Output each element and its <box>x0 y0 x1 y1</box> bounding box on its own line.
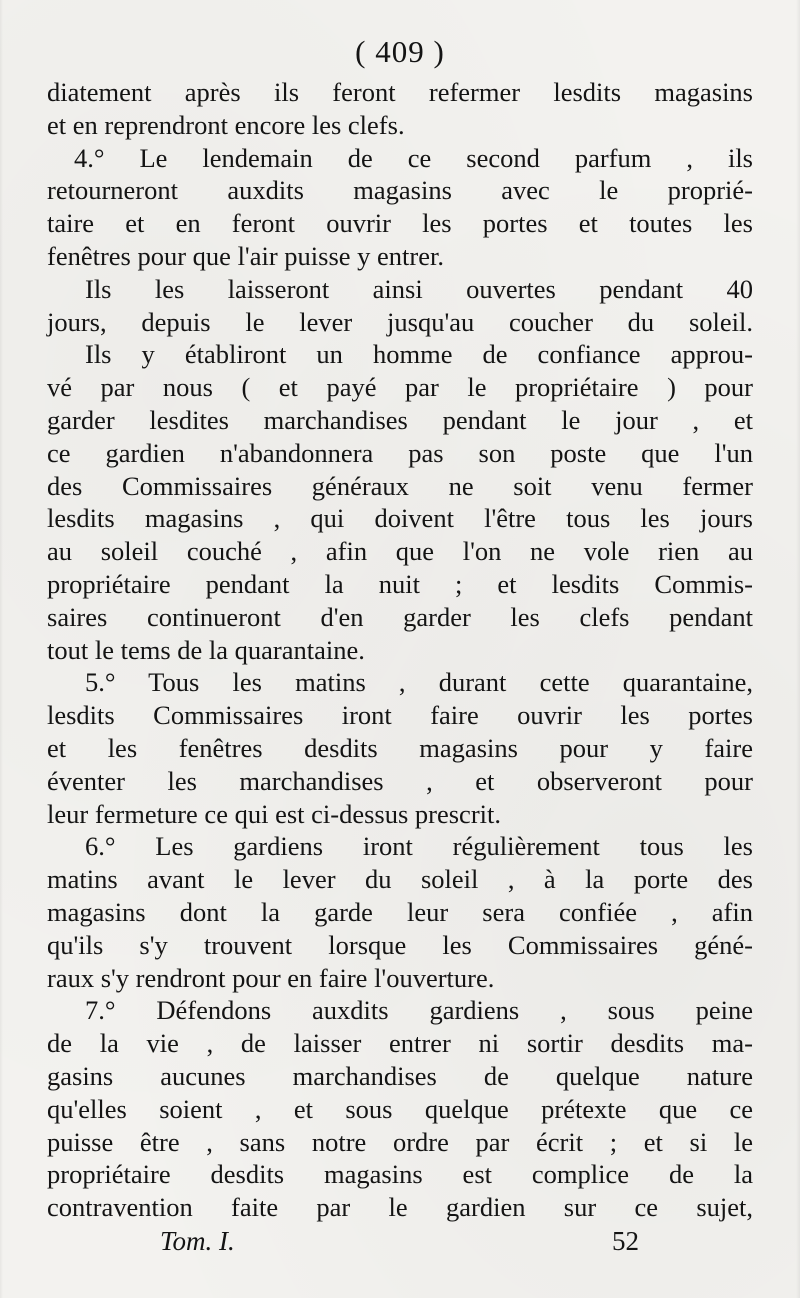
text-line: taire et en feront ouvrir les portes et toutes les <box>47 208 753 239</box>
text-line: et en reprendront encore les clefs. <box>47 109 405 140</box>
text-line: 5.° Tous les matins , durant cette quarantaine, <box>85 667 753 698</box>
text-line: magasins dont la garde leur sera confiée , afin <box>47 896 753 927</box>
text-line: 6.° Les gardiens iront régulièrement tous les <box>85 831 753 862</box>
text-line: Ils les laisseront ainsi ouvertes pendant 40 <box>85 273 753 304</box>
text-line: tout le tems de la quarantaine. <box>47 634 365 665</box>
text-line: des Commissaires généraux ne soit venu fermer <box>47 470 753 501</box>
text-line: lesdits magasins , qui doivent l'être tous les jours <box>47 503 753 534</box>
text-line: saires continueront d'en garder les clefs pendant <box>47 601 753 632</box>
page-footer <box>0 1226 800 1262</box>
page-number: ( 409 ) <box>355 34 445 69</box>
text-line: raux s'y rendront pour en faire l'ouverture. <box>47 962 495 993</box>
volume-signature: Tom. I. <box>160 1226 235 1256</box>
text-line: lesdits Commissaires iront faire ouvrir les portes <box>47 700 753 731</box>
text-line: propriétaire pendant la nuit ; et lesdits Commis- <box>47 568 753 599</box>
sheet-number: 52 <box>612 1226 639 1256</box>
text-line: fenêtres pour que l'air puisse y entrer. <box>47 240 444 271</box>
text-line: éventer les marchandises , et observeront pour <box>47 765 753 796</box>
text-line: leur fermeture ce qui est ci-dessus prescrit. <box>47 798 501 829</box>
text-line: qu'elles soient , et sous quelque prétexte que ce <box>47 1093 753 1124</box>
text-line: au soleil couché , afin que l'on ne vole rien au <box>47 536 753 567</box>
text-line: vé par nous ( et payé par le propriétaire ) pour <box>47 372 753 403</box>
text-line: matins avant le lever du soleil , à la porte des <box>47 864 753 895</box>
body-text <box>47 76 753 1224</box>
text-line: de la vie , de laisser entrer ni sortir desdits ma- <box>47 1028 753 1059</box>
text-line: puisse être , sans notre ordre par écrit ; et si le <box>47 1126 753 1157</box>
text-line: Ils y établiront un homme de confiance approu- <box>85 339 753 370</box>
text-line: ce gardien n'abandonnera pas son poste que l'un <box>47 437 753 468</box>
text-line: garder lesdites marchandises pendant le jour , et <box>47 404 753 435</box>
text-line: contravention faite par le gardien sur ce sujet, <box>47 1192 753 1223</box>
text-line: jours, depuis le lever jusqu'au coucher du soleil. <box>47 306 753 337</box>
text-line: 7.° Défendons auxdits gardiens , sous peine <box>85 995 753 1026</box>
text-line: retourneront auxdits magasins avec le proprié- <box>47 175 753 206</box>
text-line: gasins aucunes marchandises de quelque nature <box>47 1060 753 1091</box>
text-line: propriétaire desdits magasins est complice de la <box>47 1159 753 1190</box>
text-line: 4.° Le lendemain de ce second parfum , ils <box>74 142 753 173</box>
text-line: qu'ils s'y trouvent lorsque les Commissaires géné- <box>47 929 753 960</box>
text-line: diatement après ils feront refermer lesdits magasins <box>47 77 753 107</box>
text-line: et les fenêtres desdits magasins pour y faire <box>47 732 753 763</box>
